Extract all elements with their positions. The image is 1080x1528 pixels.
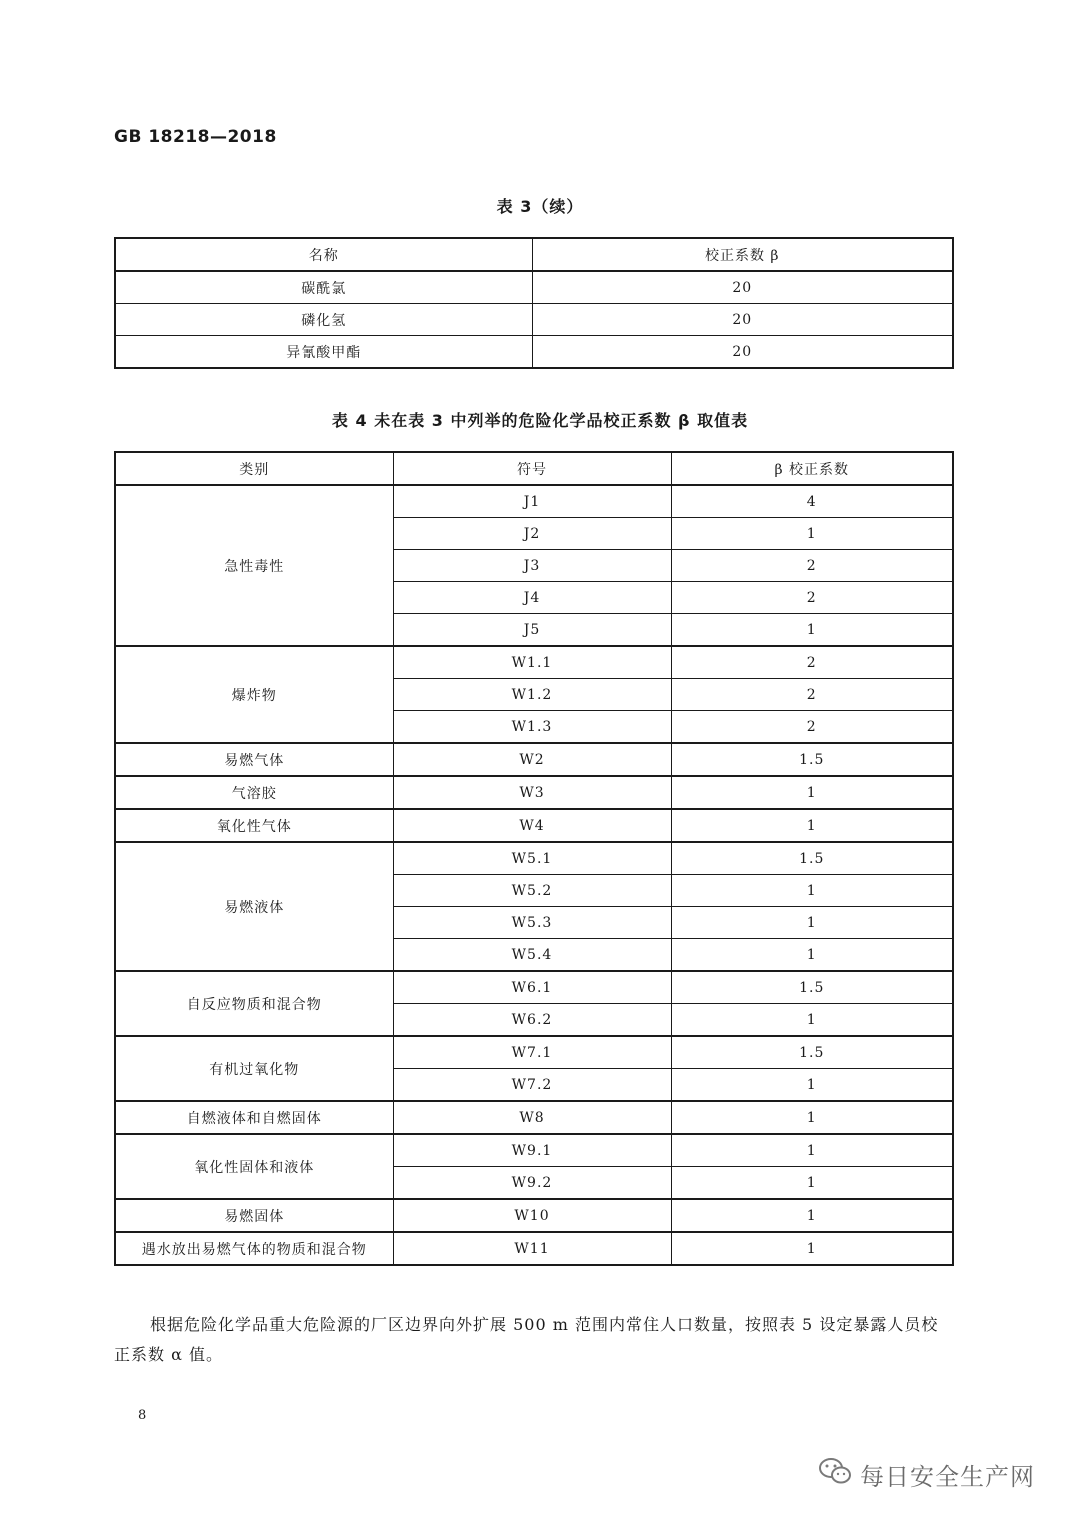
beta-cell: 1.5 (671, 1036, 953, 1069)
symbol-cell: W1.1 (393, 646, 671, 679)
header-cell-beta: 校正系数 β (532, 238, 953, 271)
page-number: 8 (138, 1408, 147, 1423)
header-cell-category: 类别 (115, 452, 393, 485)
header-cell-symbol: 符号 (393, 452, 671, 485)
beta-cell: 1 (671, 1134, 953, 1167)
table-row (115, 304, 953, 336)
table4-body (115, 485, 953, 1265)
header-cell-name: 名称 (115, 238, 532, 271)
table-row (115, 1101, 953, 1134)
beta-cell: 20 (532, 271, 953, 304)
table-row (115, 1036, 953, 1069)
table-row (115, 271, 953, 304)
symbol-cell: W5.2 (393, 875, 671, 907)
table-row (115, 336, 953, 369)
beta-cell: 1 (671, 776, 953, 809)
beta-cell: 20 (532, 336, 953, 369)
symbol-cell: W9.2 (393, 1167, 671, 1200)
table-row (115, 743, 953, 776)
symbol-cell: W6.2 (393, 1004, 671, 1037)
category-cell: 易燃液体 (115, 842, 393, 971)
beta-cell: 2 (671, 711, 953, 744)
name-cell: 碳酰氯 (115, 271, 532, 304)
category-cell: 自反应物质和混合物 (115, 971, 393, 1036)
table-row (115, 1232, 953, 1265)
category-cell: 气溶胶 (115, 776, 393, 809)
beta-cell: 1 (671, 1004, 953, 1037)
beta-cell: 1 (671, 518, 953, 550)
beta-cell: 1 (671, 939, 953, 972)
symbol-cell: J2 (393, 518, 671, 550)
symbol-cell: W9.1 (393, 1134, 671, 1167)
beta-cell: 1 (671, 875, 953, 907)
beta-cell: 1 (671, 1167, 953, 1200)
symbol-cell: W5.4 (393, 939, 671, 972)
table3 (114, 237, 954, 369)
symbol-cell: J4 (393, 582, 671, 614)
beta-cell: 1 (671, 1101, 953, 1134)
beta-cell: 1 (671, 614, 953, 647)
table-row (115, 809, 953, 842)
beta-cell: 1 (671, 1069, 953, 1102)
beta-cell: 1.5 (671, 971, 953, 1004)
table-row (115, 485, 953, 518)
category-cell: 易燃固体 (115, 1199, 393, 1232)
symbol-cell: J3 (393, 550, 671, 582)
symbol-cell: W4 (393, 809, 671, 842)
beta-cell: 1 (671, 907, 953, 939)
beta-cell: 2 (671, 582, 953, 614)
symbol-cell: J1 (393, 485, 671, 518)
category-cell: 有机过氧化物 (115, 1036, 393, 1101)
table-row (115, 971, 953, 1004)
symbol-cell: W1.2 (393, 679, 671, 711)
table3-caption: 表 3（续） (496, 197, 584, 216)
symbol-cell: W11 (393, 1232, 671, 1265)
symbol-cell: W6.1 (393, 971, 671, 1004)
symbol-cell: W5.1 (393, 842, 671, 875)
body-paragraph: 根据危险化学品重大危险源的厂区边界向外扩展 500 m 范围内常住人口数量，按照表 5 设定暴露人员校正系数 α 值。 (114, 1315, 939, 1364)
category-cell: 易燃气体 (115, 743, 393, 776)
table-row (115, 646, 953, 679)
symbol-cell: W7.2 (393, 1069, 671, 1102)
category-cell: 爆炸物 (115, 646, 393, 743)
wechat-icon (818, 1456, 852, 1492)
table-header-row (115, 452, 953, 485)
category-cell: 氧化性气体 (115, 809, 393, 842)
name-cell: 磷化氢 (115, 304, 532, 336)
beta-cell: 20 (532, 304, 953, 336)
watermark-text: 每日安全生产网 (860, 1462, 1035, 1491)
category-cell: 遇水放出易燃气体的物质和混合物 (115, 1232, 393, 1265)
symbol-cell: W5.3 (393, 907, 671, 939)
standard-code: GB 18218—2018 (114, 127, 277, 147)
table-row (115, 1134, 953, 1167)
beta-cell: 1 (671, 1199, 953, 1232)
symbol-cell: W2 (393, 743, 671, 776)
symbol-cell: W7.1 (393, 1036, 671, 1069)
header-cell-beta: β 校正系数 (671, 452, 953, 485)
symbol-cell: W10 (393, 1199, 671, 1232)
table-row (115, 1199, 953, 1232)
name-cell: 异氰酸甲酯 (115, 336, 532, 369)
symbol-cell: W3 (393, 776, 671, 809)
beta-cell: 1.5 (671, 743, 953, 776)
symbol-cell: W8 (393, 1101, 671, 1134)
symbol-cell: W1.3 (393, 711, 671, 744)
watermark (818, 1454, 1035, 1494)
table-row (115, 776, 953, 809)
beta-cell: 4 (671, 485, 953, 518)
category-cell: 自燃液体和自燃固体 (115, 1101, 393, 1134)
table-header-row (115, 238, 953, 271)
beta-cell: 2 (671, 679, 953, 711)
category-cell: 氧化性固体和液体 (115, 1134, 393, 1199)
beta-cell: 2 (671, 646, 953, 679)
beta-cell: 2 (671, 550, 953, 582)
table3-body (115, 271, 953, 368)
table4 (114, 451, 954, 1266)
table-row (115, 842, 953, 875)
beta-cell: 1 (671, 809, 953, 842)
category-cell: 急性毒性 (115, 485, 393, 646)
table4-caption: 表 4 未在表 3 中列举的危险化学品校正系数 β 取值表 (331, 411, 749, 430)
beta-cell: 1 (671, 1232, 953, 1265)
beta-cell: 1.5 (671, 842, 953, 875)
symbol-cell: J5 (393, 614, 671, 647)
